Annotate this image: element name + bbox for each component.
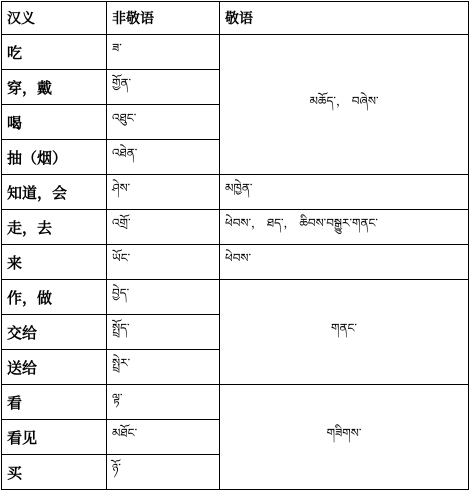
header-row bbox=[2, 2, 469, 35]
chinese-meaning: 喝 bbox=[2, 105, 107, 140]
honorific-vocabulary-table bbox=[1, 1, 469, 490]
non-honorific-word: སྤྲོད་ bbox=[107, 315, 220, 350]
honorific-word: མཆོད་， བཞེས་ bbox=[220, 35, 469, 175]
non-honorific-word: གྱོན་ bbox=[107, 70, 220, 105]
non-honorific-word: ཟ་ bbox=[107, 35, 220, 70]
chinese-meaning: 吃 bbox=[2, 35, 107, 70]
non-honorific-word: བྱེད་ bbox=[107, 280, 220, 315]
table-row bbox=[2, 210, 469, 245]
chinese-meaning: 知道，会 bbox=[2, 175, 107, 210]
chinese-meaning: 抽（烟） bbox=[2, 140, 107, 175]
chinese-meaning: 作，做 bbox=[2, 280, 107, 315]
chinese-meaning: 看见 bbox=[2, 420, 107, 455]
table-row bbox=[2, 280, 469, 315]
honorific-word: གནང་ bbox=[220, 280, 469, 385]
honorific-word: མཁྱེན་ bbox=[220, 175, 469, 210]
table-row bbox=[2, 35, 469, 70]
table-row bbox=[2, 175, 469, 210]
chinese-meaning: 来 bbox=[2, 245, 107, 280]
honorific-word: ཕེབས་ bbox=[220, 245, 469, 280]
table-row bbox=[2, 385, 469, 420]
non-honorific-word: མཐོང་ bbox=[107, 420, 220, 455]
honorific-word: ཕེབས་， ཐད་， ཆིབས་བསྒྱུར་གནང་ bbox=[220, 210, 469, 245]
non-honorific-word: འགྲོ་ bbox=[107, 210, 220, 245]
non-honorific-word: ལྟ་ bbox=[107, 385, 220, 420]
chinese-meaning: 送给 bbox=[2, 350, 107, 385]
header-chinese-meaning: 汉义 bbox=[2, 2, 107, 35]
chinese-meaning: 穿，戴 bbox=[2, 70, 107, 105]
chinese-meaning: 买 bbox=[2, 455, 107, 490]
non-honorific-word: སྤྲེར་ bbox=[107, 350, 220, 385]
non-honorific-word: ཡོང་ bbox=[107, 245, 220, 280]
non-honorific-word: འཐེན་ bbox=[107, 140, 220, 175]
non-honorific-word: ཉོ་ bbox=[107, 455, 220, 490]
table-row bbox=[2, 245, 469, 280]
chinese-meaning: 交给 bbox=[2, 315, 107, 350]
header-non-honorific: 非敬语 bbox=[107, 2, 220, 35]
non-honorific-word: ཤེས་ bbox=[107, 175, 220, 210]
chinese-meaning: 走，去 bbox=[2, 210, 107, 245]
honorific-word: གཟིགས་ bbox=[220, 385, 469, 490]
chinese-meaning: 看 bbox=[2, 385, 107, 420]
non-honorific-word: འཐུང་ bbox=[107, 105, 220, 140]
header-honorific: 敬语 bbox=[220, 2, 469, 35]
